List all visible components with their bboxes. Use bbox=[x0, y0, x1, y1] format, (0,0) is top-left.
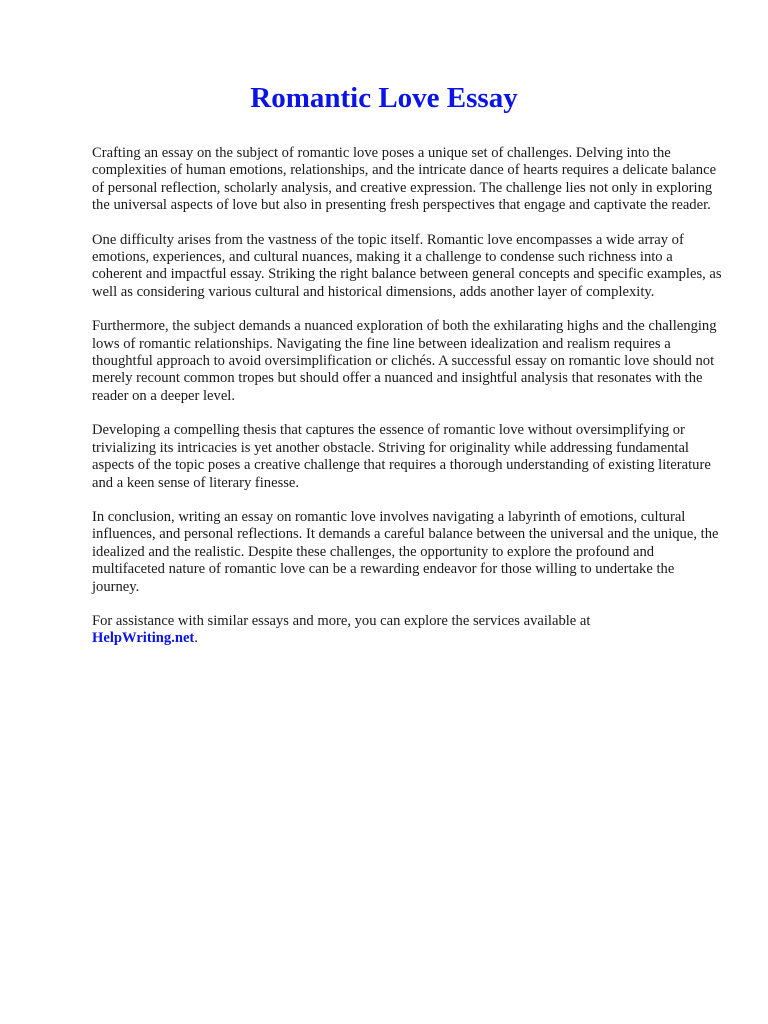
closing-text: For assistance with similar essays and more, you can explore the services available at bbox=[92, 612, 591, 629]
paragraph-3: Furthermore, the subject demands a nuanced exploration of both the exhilarating highs and the challenging lows of romantic relationships. Navigating the fine line between idealization and realism requires a thoughtful approach to avoid oversimplification or clichés. A successful essay on romantic love should not merely recount common tropes but should offer a nuanced and insightful analysis that resonates with the reader on a deeper level. bbox=[92, 318, 717, 404]
closing-paragraph bbox=[92, 613, 722, 648]
closing-period: . bbox=[194, 630, 198, 647]
paragraph-5: In conclusion, writing an essay on romantic love involves navigating a labyrinth of emotions, cultural influences, and personal reflections. It demands a careful balance between the universal and the unique, the idealized and the realistic. Despite these challenges, the opportunity to explore the profound and multifaceted nature of romantic love can be a rewarding endeavor for those willing to undertake the journey. bbox=[92, 508, 719, 595]
paragraph-2: One difficulty arises from the vastness of the topic itself. Romantic love encompasses a wide array of emotions, experiences, and cultural nuances, making it a challenge to condense such richness into a coherent and impactful essay. Striking the right balance between general concepts and specific examples, as well as considering various cultural and historical dimensions, adds another layer of complexity. bbox=[92, 231, 722, 300]
helpwriting-link[interactable]: HelpWriting.net bbox=[92, 630, 195, 647]
page-title: Romantic Love Essay bbox=[250, 82, 518, 114]
paragraph-1: Crafting an essay on the subject of romantic love poses a unique set of challenges. Delving into the complexities of human emotions, relationships, and the intricate dance of hearts requires a delicate balance of personal reflection, scholarly analysis, and creative expression. The challenge lies not only in exploring the universal aspects of love but also in presenting fresh perspectives that engage and captivate the reader. bbox=[92, 145, 717, 214]
essay-body bbox=[92, 145, 722, 665]
paragraph-4: Developing a compelling thesis that captures the essence of romantic love without oversimplifying or trivializing its intricacies is yet another obstacle. Striving for originality while addressing fundamental aspects of the topic poses a creative challenge that requires a thorough understanding of existing literature and a keen sense of literary finesse. bbox=[92, 422, 711, 491]
